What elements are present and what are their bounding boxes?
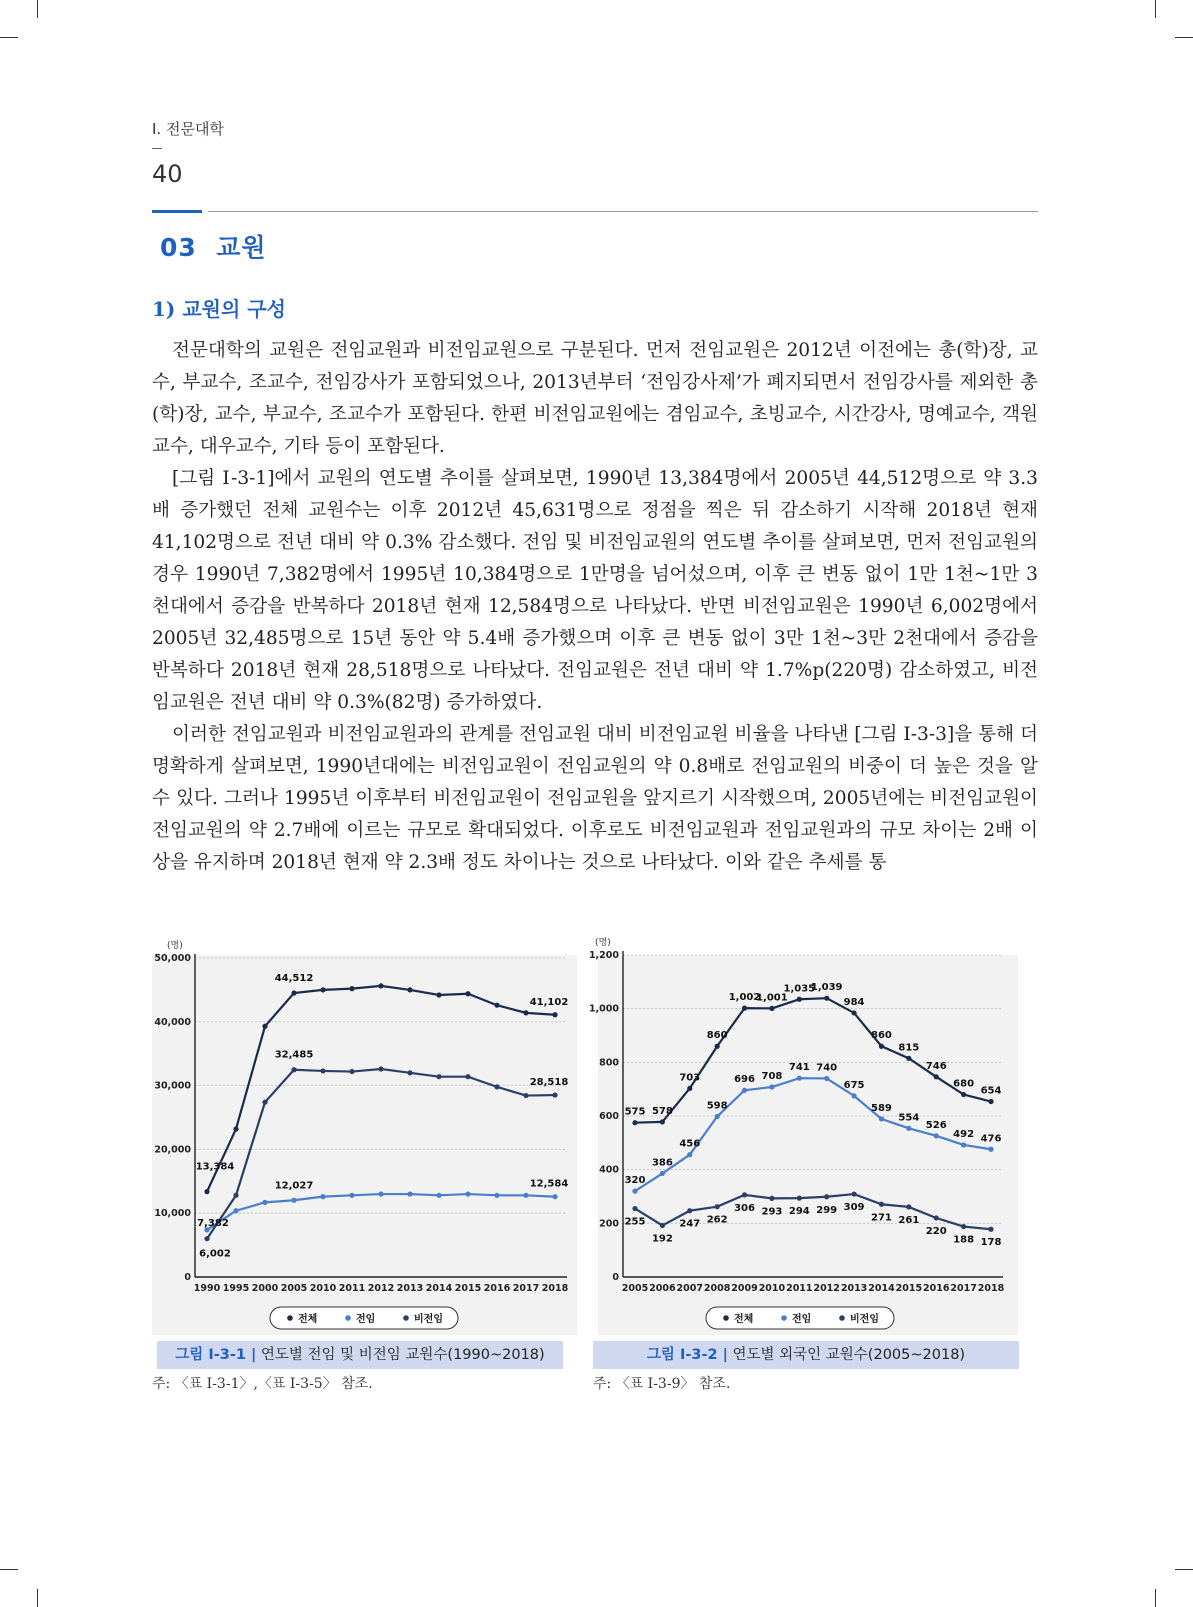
x-tick-label: 2007 — [676, 1283, 703, 1294]
data-label: 746 — [925, 1060, 947, 1072]
data-point — [291, 1198, 296, 1203]
figure-caption — [157, 1341, 563, 1369]
x-tick-label: 2016 — [923, 1283, 950, 1294]
data-point — [407, 987, 412, 992]
data-point — [934, 1133, 939, 1138]
data-point — [906, 1126, 911, 1131]
foreign-faculty-chart — [588, 938, 1038, 1385]
data-label: 293 — [761, 1206, 783, 1218]
data-point — [906, 1056, 911, 1061]
data-point — [687, 1208, 692, 1213]
data-point — [961, 1092, 966, 1097]
data-label: 41,102 — [529, 996, 569, 1008]
x-tick-label: 2005 — [621, 1283, 649, 1294]
data-label: 680 — [953, 1078, 975, 1090]
data-label: 815 — [898, 1042, 920, 1054]
data-point — [742, 1088, 747, 1093]
data-label: 44,512 — [274, 973, 314, 985]
data-label: 262 — [706, 1214, 728, 1226]
data-label: 220 — [925, 1225, 947, 1237]
data-point — [494, 1084, 499, 1089]
data-label: 1,035 — [783, 983, 816, 995]
faculty-count-chart — [152, 941, 577, 1385]
data-label: 294 — [788, 1206, 810, 1218]
data-point — [552, 1012, 557, 1017]
x-tick-label: 2014 — [425, 1283, 453, 1294]
data-label: 247 — [679, 1218, 701, 1230]
legend-label: 비전임 — [414, 1314, 443, 1325]
data-label: 456 — [679, 1138, 701, 1150]
figure-note: 주: 〈표 Ⅰ-3-1〉,〈표 Ⅰ-3-5〉 참조. — [152, 1376, 373, 1392]
data-label: 526 — [925, 1119, 947, 1131]
legend-label: 전체 — [298, 1314, 318, 1325]
data-label: 178 — [980, 1237, 1002, 1249]
data-point — [797, 1196, 802, 1201]
data-point — [233, 1208, 238, 1213]
y-tick-label: 50,000 — [154, 953, 191, 964]
data-point — [465, 1074, 470, 1079]
x-tick-label: 2015 — [895, 1283, 923, 1294]
data-label: 492 — [953, 1128, 975, 1140]
x-tick-label: 2017 — [950, 1283, 977, 1294]
legend-label: 전임 — [792, 1314, 812, 1325]
y-tick-label: 30,000 — [154, 1080, 191, 1092]
x-tick-label: 2008 — [703, 1283, 731, 1294]
data-point — [262, 1200, 267, 1205]
data-label: 32,485 — [274, 1049, 314, 1061]
data-point — [320, 1194, 325, 1199]
data-point — [851, 1191, 856, 1196]
data-point — [632, 1120, 637, 1125]
data-label: 708 — [761, 1071, 783, 1083]
data-point — [851, 1093, 856, 1098]
data-point — [349, 1193, 354, 1198]
data-point — [769, 1196, 774, 1201]
data-label: 306 — [734, 1202, 755, 1214]
data-label: 860 — [871, 1030, 892, 1042]
chapter-label: Ⅰ. 전문대학 — [152, 120, 224, 138]
data-point — [988, 1099, 993, 1104]
crop-mark — [1155, 1589, 1156, 1607]
data-point — [291, 1067, 296, 1072]
section-rule-accent — [152, 210, 202, 213]
data-label: 703 — [679, 1072, 701, 1084]
data-point — [436, 1074, 441, 1079]
x-tick-label: 2009 — [731, 1283, 758, 1294]
figure-caption — [593, 1341, 1019, 1369]
crop-mark — [1175, 1569, 1193, 1570]
section-rule — [208, 211, 1038, 212]
crop-mark — [0, 1569, 18, 1570]
legend-label: 비전임 — [850, 1314, 879, 1325]
data-point — [407, 1070, 412, 1075]
chart-background — [598, 955, 1018, 1335]
data-label: 575 — [624, 1106, 646, 1118]
data-point — [320, 987, 325, 992]
paragraph: 이러한 전임교원과 비전임교원과의 관계를 전임교원 대비 비전임교원 비율을 나타낸 [그림 Ⅰ-3-3]을 통해 더 명확하게 살펴보면, 1990년대에는 비전임교원이 전임교원의 약 0.8배로 전임교원의 비중이 더 높은 것을 알 수 있다. 그러나 1995년 이후부터 비전임교원이 전임교원을 앞지르기 시작했으며, 2005년에는 비전임교원이 전임교원의 약 2.7배에 이르는 규모로 확대되었다. 이후로도 비전임교원과 전임교원과의 규모 차이는 2배 이상을 유지하며 2018년 현재 약 2.3배 정도 차이나는 것으로 나타났다. 이와 같은 추세를 통 — [152, 724, 1038, 873]
data-label: 299 — [816, 1204, 838, 1216]
data-point — [660, 1223, 665, 1228]
data-label: 261 — [898, 1214, 920, 1226]
figure-label: 그림 Ⅰ-3-1 | — [175, 1347, 257, 1363]
data-point — [349, 1069, 354, 1074]
data-point — [879, 1202, 884, 1207]
y-tick-label: 800 — [599, 1057, 619, 1069]
y-tick-label: 1,200 — [588, 950, 619, 961]
data-point — [824, 1194, 829, 1199]
legend-marker — [345, 1315, 351, 1321]
chapter-divider — [152, 148, 162, 149]
figure-caption-text: 연도별 전임 및 비전임 교원수(1990~2018) — [256, 1347, 545, 1363]
data-point — [824, 996, 829, 1001]
y-unit-label: (명) — [167, 941, 183, 951]
data-label: 598 — [706, 1100, 728, 1112]
data-label: 320 — [624, 1175, 646, 1187]
data-label: 271 — [871, 1212, 892, 1224]
data-point — [465, 1191, 470, 1196]
data-label: 192 — [651, 1233, 673, 1245]
data-point — [961, 1224, 966, 1229]
data-point — [715, 1204, 720, 1209]
data-point — [934, 1074, 939, 1079]
legend-marker — [723, 1315, 729, 1321]
data-point — [687, 1152, 692, 1157]
x-tick-label: 2017 — [512, 1283, 540, 1294]
body-text — [152, 335, 1038, 879]
data-point — [291, 990, 296, 995]
legend-marker — [287, 1315, 293, 1321]
data-point — [879, 1044, 884, 1049]
data-label: 654 — [980, 1085, 1002, 1097]
data-point — [769, 1084, 774, 1089]
data-point — [407, 1191, 412, 1196]
data-label: 589 — [871, 1102, 892, 1114]
x-tick-label: 2012 — [367, 1283, 395, 1294]
data-label: 28,518 — [529, 1077, 569, 1089]
data-label: 6,002 — [199, 1248, 231, 1260]
data-point — [851, 1010, 856, 1015]
data-point — [204, 1236, 209, 1241]
data-point — [233, 1193, 238, 1198]
y-tick-label: 600 — [599, 1111, 619, 1122]
data-label: 188 — [953, 1234, 975, 1246]
data-point — [797, 1076, 802, 1081]
y-tick-label: 400 — [599, 1164, 619, 1176]
data-point — [552, 1194, 557, 1199]
y-tick-label: 20,000 — [154, 1144, 191, 1156]
data-point — [262, 1100, 267, 1105]
data-point — [879, 1116, 884, 1121]
paragraph: 전문대학의 교원은 전임교원과 비전임교원으로 구분된다. 먼저 전임교원은 2012년 이전에는 총(학)장, 교수, 부교수, 조교수, 전임강사가 포함되었으나, 2013년부터 ‘전임강사제’가 폐지되면서 전임강사를 제외한 총(학)장, 교수, 부교수, 조교수가 포함된다. 한편 비전임교원에는 겸임교수, 초빙교수, 시간강사, 명예교수, 객원교수, 대우교수, 기타 등이 포함된다. — [152, 340, 1038, 457]
data-point — [436, 1193, 441, 1198]
data-label: 13,384 — [195, 1161, 235, 1173]
data-label: 740 — [816, 1062, 838, 1074]
crop-mark — [0, 37, 18, 38]
data-point — [436, 992, 441, 997]
x-tick-label: 2011 — [786, 1283, 813, 1294]
x-tick-label: 2006 — [649, 1283, 676, 1294]
data-point — [378, 983, 383, 988]
data-point — [523, 1193, 528, 1198]
y-tick-label: 0 — [184, 1272, 191, 1283]
x-tick-label: 2013 — [396, 1283, 424, 1294]
crop-mark — [1175, 37, 1193, 38]
y-tick-label: 10,000 — [154, 1208, 191, 1220]
data-label: 1,001 — [756, 992, 788, 1004]
x-tick-label: 2016 — [483, 1283, 511, 1294]
figure-2 — [588, 938, 1038, 1393]
y-unit-label: (명) — [595, 938, 611, 948]
data-label: 309 — [843, 1202, 865, 1214]
subsection-title: 1) 교원의 구성 — [152, 297, 286, 321]
chart-background — [152, 955, 577, 1335]
legend-label: 전임 — [356, 1314, 376, 1325]
section-title: 03 교원 — [160, 233, 267, 262]
data-label: 386 — [651, 1157, 673, 1169]
legend-marker — [403, 1315, 409, 1321]
x-tick-label: 2005 — [280, 1283, 308, 1294]
y-tick-label: 40,000 — [154, 1016, 191, 1028]
data-point — [632, 1206, 637, 1211]
crop-mark — [37, 1589, 38, 1607]
x-tick-label: 2018 — [977, 1283, 1005, 1294]
legend-label: 전체 — [734, 1314, 754, 1325]
crop-mark — [1155, 0, 1156, 18]
data-point — [988, 1227, 993, 1232]
data-point — [742, 1192, 747, 1197]
data-point — [349, 986, 354, 991]
legend-marker — [781, 1315, 787, 1321]
data-point — [742, 1006, 747, 1011]
data-point — [552, 1092, 557, 1097]
data-label: 1,039 — [810, 982, 843, 994]
data-label: 255 — [624, 1216, 646, 1228]
x-tick-label: 2011 — [338, 1283, 366, 1294]
data-point — [660, 1171, 665, 1176]
data-label: 578 — [651, 1105, 673, 1117]
data-label: 696 — [734, 1074, 755, 1086]
data-point — [523, 1010, 528, 1015]
figure-caption-text: 연도별 외국인 교원수(2005~2018) — [727, 1347, 966, 1363]
data-point — [715, 1044, 720, 1049]
data-point — [523, 1093, 528, 1098]
data-label: 476 — [980, 1133, 1002, 1145]
data-label: 12,027 — [274, 1180, 314, 1192]
data-point — [988, 1147, 993, 1152]
data-label: 984 — [843, 996, 865, 1008]
x-tick-label: 2010 — [758, 1283, 786, 1294]
data-point — [934, 1215, 939, 1220]
data-point — [378, 1191, 383, 1196]
data-point — [320, 1068, 325, 1073]
data-point — [797, 997, 802, 1002]
crop-mark — [37, 0, 38, 18]
x-tick-label: 2015 — [454, 1283, 482, 1294]
data-label: 554 — [898, 1112, 920, 1124]
legend-marker — [839, 1315, 845, 1321]
data-label: 741 — [788, 1062, 810, 1074]
data-label: 12,584 — [529, 1178, 569, 1190]
y-tick-label: 200 — [599, 1218, 619, 1230]
x-tick-label: 2012 — [813, 1283, 840, 1294]
data-point — [233, 1126, 238, 1131]
data-point — [465, 991, 470, 996]
y-tick-label: 0 — [612, 1272, 619, 1283]
paragraph: [그림 Ⅰ-3-1]에서 교원의 연도별 추이를 살펴보면, 1990년 13,384명에서 2005년 44,512명으로 약 3.3배 증가했던 전체 교원수는 이후 2012년 45,631명으로 정점을 찍은 뒤 감소하기 시작해 2018년 현재 41,102명으로 전년 대비 약 0.3% 감소했다. 전임 및 비전임교원의 연도별 추이를 살펴보면, 먼저 전임교원의 경우 1990년 7,382명에서 1995년 10,384명으로 1만명을 넘어섰으며, 이후 큰 변동 없이 1만 1천~1만 3천대에서 증감을 반복하다 2018년 현재 12,584명으로 나타났다. 반면 비전임교원은 1990년 6,002명에서 2005년 32,485명으로 15년 동안 약 5.4배 증가했으며 이후 큰 변동 없이 3만 1천~3만 2천대에서 증감을 반복하다 2018년 현재 28,518명으로 나타났다. 전임교원은 전년 대비 약 1.7%p(220명) 감소하였고, 비전임교원은 전년 대비 약 0.3%(82명) 증가하였다. — [152, 468, 1038, 713]
x-tick-label: 2013 — [840, 1283, 868, 1294]
data-point — [687, 1086, 692, 1091]
x-tick-label: 1990 — [193, 1283, 221, 1294]
data-point — [262, 1024, 267, 1029]
page-number: 40 — [152, 160, 183, 188]
x-tick-label: 2000 — [251, 1283, 279, 1294]
data-point — [769, 1006, 774, 1011]
data-label: 7,382 — [197, 1217, 229, 1229]
data-point — [660, 1119, 665, 1124]
data-label: 1,002 — [728, 992, 761, 1004]
data-label: 860 — [706, 1030, 728, 1042]
data-point — [494, 1003, 499, 1008]
data-point — [632, 1189, 637, 1194]
data-point — [824, 1076, 829, 1081]
x-tick-label: 2014 — [868, 1283, 895, 1294]
x-tick-label: 1995 — [222, 1283, 250, 1294]
data-point — [961, 1142, 966, 1147]
figure-label: 그림 Ⅰ-3-2 | — [646, 1347, 728, 1363]
data-point — [204, 1189, 209, 1194]
data-label: 675 — [843, 1079, 865, 1091]
x-tick-label: 2010 — [309, 1283, 337, 1294]
x-tick-label: 2018 — [541, 1283, 569, 1294]
y-tick-label: 1,000 — [588, 1003, 619, 1015]
data-point — [906, 1204, 911, 1209]
data-point — [715, 1114, 720, 1119]
figure-1 — [152, 941, 577, 1393]
figure-note: 주: 〈표 Ⅰ-3-9〉 참조. — [593, 1376, 731, 1392]
data-point — [494, 1193, 499, 1198]
data-point — [378, 1066, 383, 1071]
